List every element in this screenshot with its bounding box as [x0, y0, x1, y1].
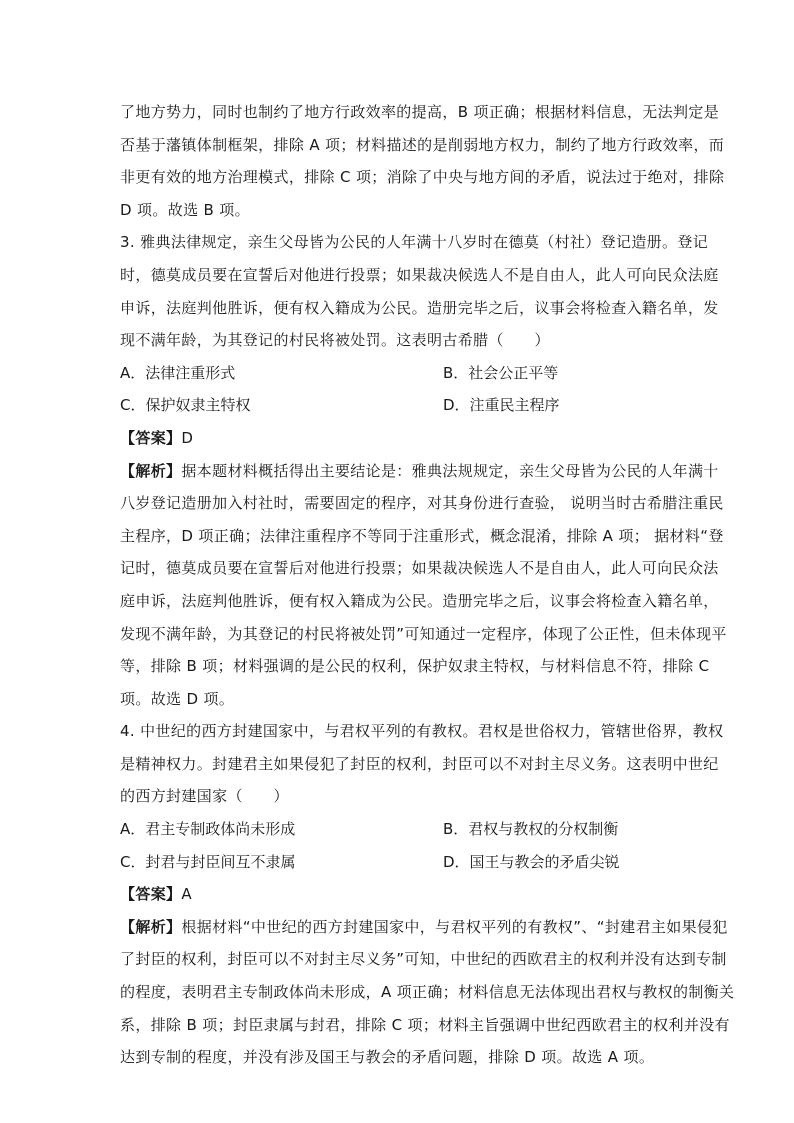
analysis-line: 系，排除 B 项；封臣隶属与封君，排除 C 项；材料主旨强调中世纪西欧君主的权利并没有	[120, 1015, 730, 1034]
question-4	[120, 715, 735, 1074]
answer-value: A	[181, 885, 193, 904]
question-stem-line: 3. 雅典法律规定，亲生父母皆为公民的人年满十八岁时在德莫（村社）登记造册。登记	[120, 233, 709, 252]
analysis-label: 【解析】	[120, 917, 182, 936]
question-stem-line: 4. 中世纪的西方封建国家中，与君权平列的有教权。君权是世俗权力，管辖世俗界，教权	[120, 722, 724, 741]
text-line: 非更有效的地方治理模式，排除 C 项；消除了中央与地方间的矛盾，说法过于绝对，排除	[120, 168, 725, 187]
document-page	[120, 96, 735, 1074]
analysis-line: 记时，德莫成员要在宣誓后对他进行投票；如果裁决候选人不是自由人，此人可向民众法	[120, 559, 719, 578]
option-d: D．注重民主程序	[443, 396, 560, 415]
analysis-label: 【解析】	[120, 461, 182, 480]
option-row	[120, 846, 676, 879]
analysis-line: 庭申诉，法庭判他胜诉，便有权入籍成为公民。造册完毕之后，议事会将检查入籍名单，	[120, 591, 719, 610]
question-stem-line: 时，德莫成员要在宣誓后对他进行投票；如果裁决候选人不是自由人，此人可向民众法庭	[120, 265, 719, 284]
answer-label: 【答案】	[120, 885, 182, 904]
option-b: B．君权与教权的分权制衡	[443, 820, 619, 839]
analysis-text: 据本题材料概括得出主要结论是：雅典法规规定，亲生父母皆为公民的人年满十	[181, 461, 719, 480]
analysis-line: 的程度，表明君主专制政体尚未形成，A 项正确；材料信息无法体现出君权与教权的制衡关	[120, 983, 735, 1002]
option-d: D．国王与教会的矛盾尖锐	[443, 852, 620, 871]
previous-question-analysis	[120, 96, 725, 226]
answer-line	[120, 878, 676, 911]
option-row	[120, 357, 676, 390]
option-c: C．封君与封臣间互不隶属	[120, 852, 296, 871]
answer-value: D	[181, 428, 194, 447]
option-a: A．君主专制政体尚未形成	[120, 820, 296, 839]
analysis-line	[120, 455, 719, 488]
analysis-text: 根据材料“中世纪的西方封建国家中，与君权平列的有教权”、“封建君主如果侵犯	[181, 917, 728, 936]
question-stem-line: 现不满年龄，为其登记的村民将被处罚。这表明古希腊（ ）	[120, 331, 550, 350]
option-row	[120, 389, 676, 422]
analysis-line: 等，排除 B 项；材料强调的是公民的权利，保护奴隶主特权，与材料信息不符，排除 C	[120, 657, 710, 676]
answer-line	[120, 422, 676, 455]
text-line: 否基于藩镇体制框架，排除 A 项；材料描述的是削弱地方权力，制约了地方行政效率，而	[120, 135, 725, 154]
question-stem-line: 是精神权力。封建君主如果侵犯了封臣的权利，封臣可以不对封主尽义务。这表明中世纪	[120, 754, 719, 773]
answer-label: 【答案】	[120, 428, 182, 447]
analysis-line: 项。故选 D 项。	[120, 689, 235, 708]
analysis-line: 了封臣的权利，封臣可以不对封主尽义务”可知，中世纪的西欧君主的权利并没有达到专制	[120, 950, 727, 969]
text-line: 了地方势力，同时也制约了地方行政效率的提高，B 项正确；根据材料信息，无法判定是	[120, 103, 720, 121]
question-3	[120, 226, 727, 715]
analysis-line: 发现不满年龄，为其登记的村民将被处罚”可知通过一定程序，体现了公正性，但未体现平	[120, 624, 727, 643]
analysis-line: 八岁登记造册加入村社时，需要固定的程序，对其身份进行查验， 说明当时古希腊注重民	[120, 494, 724, 513]
question-stem-line: 申诉，法庭判他胜诉，便有权入籍成为公民。造册完毕之后，议事会将检查入籍名单，发	[120, 298, 719, 317]
option-a: A．法律注重形式	[120, 363, 236, 382]
text-line: D 项。故选 B 项。	[120, 200, 250, 219]
option-c: C．保护奴隶主特权	[120, 396, 251, 415]
analysis-line: 主程序，D 项正确；法律注重程序不等同于注重形式，概念混淆，排除 A 项； 据材料“登	[120, 526, 724, 545]
question-stem-line: 的西方封建国家（ ）	[120, 787, 289, 806]
option-b: B．社会公正平等	[443, 363, 559, 382]
analysis-line	[120, 911, 728, 944]
analysis-line: 达到专制的程度，并没有涉及国王与教会的矛盾问题，排除 D 项。故选 A 项。	[120, 1048, 655, 1067]
option-row	[120, 813, 676, 846]
